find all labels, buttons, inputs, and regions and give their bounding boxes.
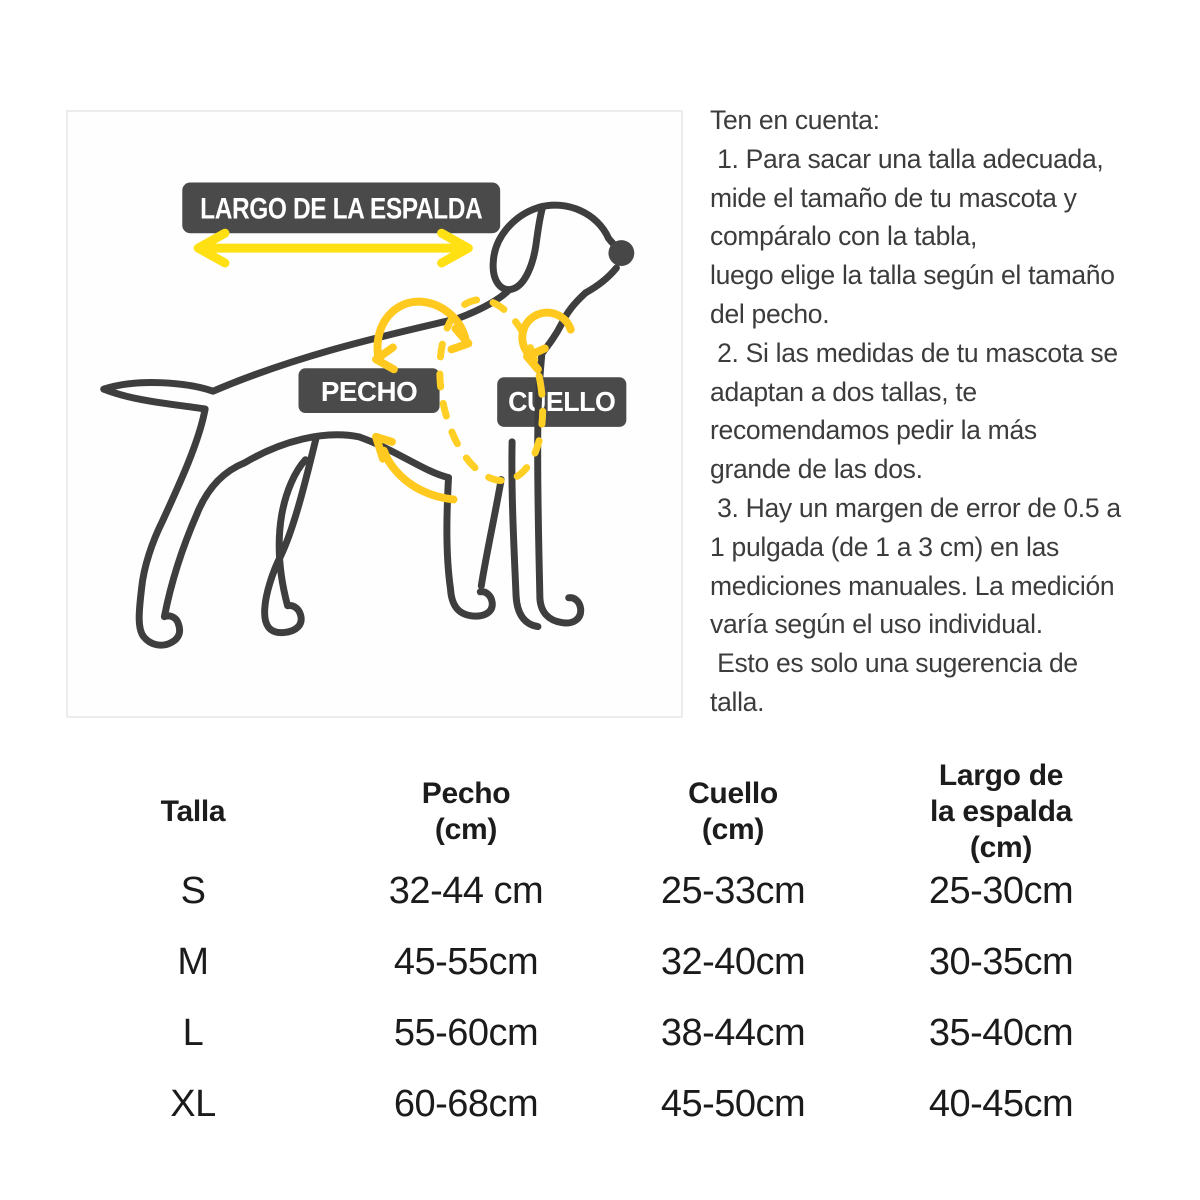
note-line: 1. Para sacar una talla adecuada, <box>710 143 1104 174</box>
size-cell-cuello: 32-40cm <box>660 941 806 983</box>
dog-nose <box>608 240 634 266</box>
size-cell-cuello: 38-44cm <box>660 1012 806 1054</box>
column-header-pecho: Pecho (cm) <box>421 777 511 846</box>
neck-label <box>497 377 626 427</box>
neck-girth-arrow <box>522 313 570 370</box>
table-row <box>60 927 1142 998</box>
back-length-label <box>182 183 500 234</box>
chest-label <box>299 368 440 413</box>
size-cell-cuello: 45-50cm <box>660 1083 806 1125</box>
dog-tail <box>104 389 205 409</box>
table-row <box>60 998 1142 1069</box>
sizing-notes <box>710 101 1185 722</box>
table-row <box>60 1069 1142 1140</box>
note-line: mide el tamaño de tu mascota y <box>710 182 1077 213</box>
note-line: mediciones manuales. La medición <box>710 570 1115 601</box>
note-line: recomendamos pedir la más <box>710 415 1037 446</box>
note-line: varía según el uso individual. <box>710 609 1043 640</box>
note-line: 2. Si las medidas de tu mascota se <box>710 337 1118 368</box>
size-cell-talla: XL <box>170 1083 216 1125</box>
dog-ear <box>493 206 543 289</box>
dog-head <box>539 205 617 247</box>
size-cell-largo: 25-30cm <box>928 870 1074 912</box>
note-line: grande de las dos. <box>710 454 923 485</box>
size-cell-talla: S <box>180 870 206 912</box>
note-line: adaptan a dos tallas, te <box>710 376 977 407</box>
column-header-talla: Talla <box>160 795 226 828</box>
dog-diagram-svg <box>68 112 681 716</box>
size-cell-talla: M <box>177 941 209 983</box>
note-line: luego elige la talla según el tamaño <box>710 260 1115 291</box>
note-line: 1 pulgada (de 1 a 3 cm) en las <box>710 531 1059 562</box>
note-line: compáralo con la tabla, <box>710 221 978 252</box>
size-cell-cuello: 25-33cm <box>660 870 806 912</box>
size-cell-pecho: 45-55cm <box>393 941 539 983</box>
size-cell-largo: 35-40cm <box>928 1012 1074 1054</box>
table-row <box>60 856 1142 927</box>
size-cell-pecho: 32-44 cm <box>388 870 544 912</box>
notes-title: Ten en cuenta: <box>710 105 880 135</box>
dog-measurement-diagram <box>66 110 683 718</box>
note-line: talla. <box>710 686 765 717</box>
size-cell-talla: L <box>182 1012 204 1054</box>
note-line: 3. Hay un margen de error de 0.5 a <box>710 492 1121 523</box>
svg-text:PECHO: PECHO <box>320 376 418 408</box>
column-header-largo: Largo de la espalda (cm) <box>929 759 1073 864</box>
note-line: Esto es solo una sugerencia de <box>710 648 1078 679</box>
svg-text:CUELLO: CUELLO <box>508 386 616 418</box>
column-header-cuello: Cuello (cm) <box>688 777 778 846</box>
svg-text:LARGO DE LA ESPALDA: LARGO DE LA ESPALDA <box>200 192 483 226</box>
note-line: del pecho. <box>710 298 830 329</box>
size-cell-pecho: 55-60cm <box>393 1012 539 1054</box>
size-cell-pecho: 60-68cm <box>393 1083 539 1125</box>
size-cell-largo: 30-35cm <box>928 941 1074 983</box>
back-length-double-arrow <box>198 233 468 263</box>
size-cell-largo: 40-45cm <box>928 1083 1074 1125</box>
